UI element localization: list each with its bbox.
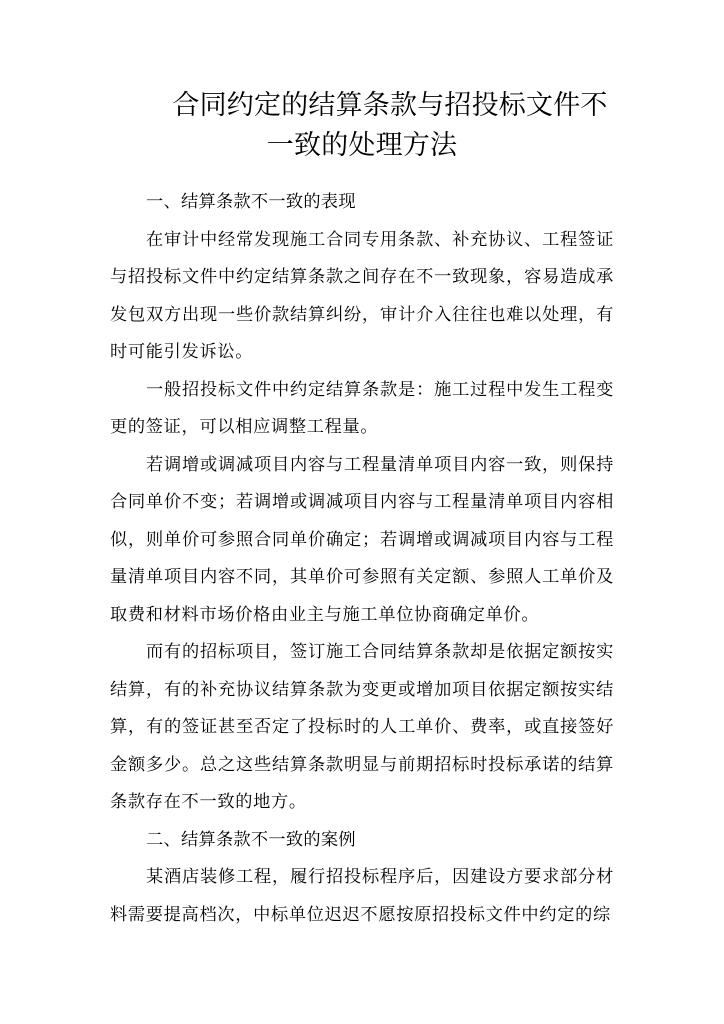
paragraph-5: 某酒店装修工程，履行招投标程序后，因建设方要求部分材料需要提高档次，中标单位迟迟不愿按原招投标文件中约定的综 xyxy=(110,867,614,925)
paragraph-3: 若调增或调减项目内容与工程量清单项目内容一致，则保持合同单价不变；若调增或调减项目内容与工程量清单项目内容相似，则单价可参照合同单价确定；若调增或调减项目内容与工程量清单项目内容不同，其单价可参照有关定额、参照人工单价及取费和材料市场价格由业主与施工单位协商确定单价。 xyxy=(110,454,614,625)
paragraph-1: 在审计中经常发现施工合同专用条款、补充协议、工程签证与招投标文件中约定结算条款之间存在不一致现象，容易造成承发包双方出现一些价款结算纠纷，审计介入往往也难以处理，有时可能引发诉讼。 xyxy=(110,229,614,362)
section-heading-1: 一、结算条款不一致的表现 xyxy=(146,192,356,212)
document-body xyxy=(110,184,614,934)
paragraph-2: 一般招投标文件中约定结算条款是：施工过程中发生工程变更的签证，可以相应调整工程量。 xyxy=(110,379,614,437)
document-title-line-1: 合同约定的结算条款与招投标文件不 xyxy=(172,90,608,121)
section-heading-2: 二、结算条款不一致的案例 xyxy=(146,829,356,850)
paragraph-4: 而有的招标项目，签订施工合同结算条款却是依据定额按实结算，有的补充协议结算条款为变更或增加项目依据定额按实结算，有的签证甚至否定了投标时的人工单价、费率，或直接签好金额多少。总之这些结算条款明显与前期招标时投标承诺的结算条款存在不一致的地方。 xyxy=(110,642,614,812)
document-title-line-2: 一致的处理方法 xyxy=(266,130,458,161)
